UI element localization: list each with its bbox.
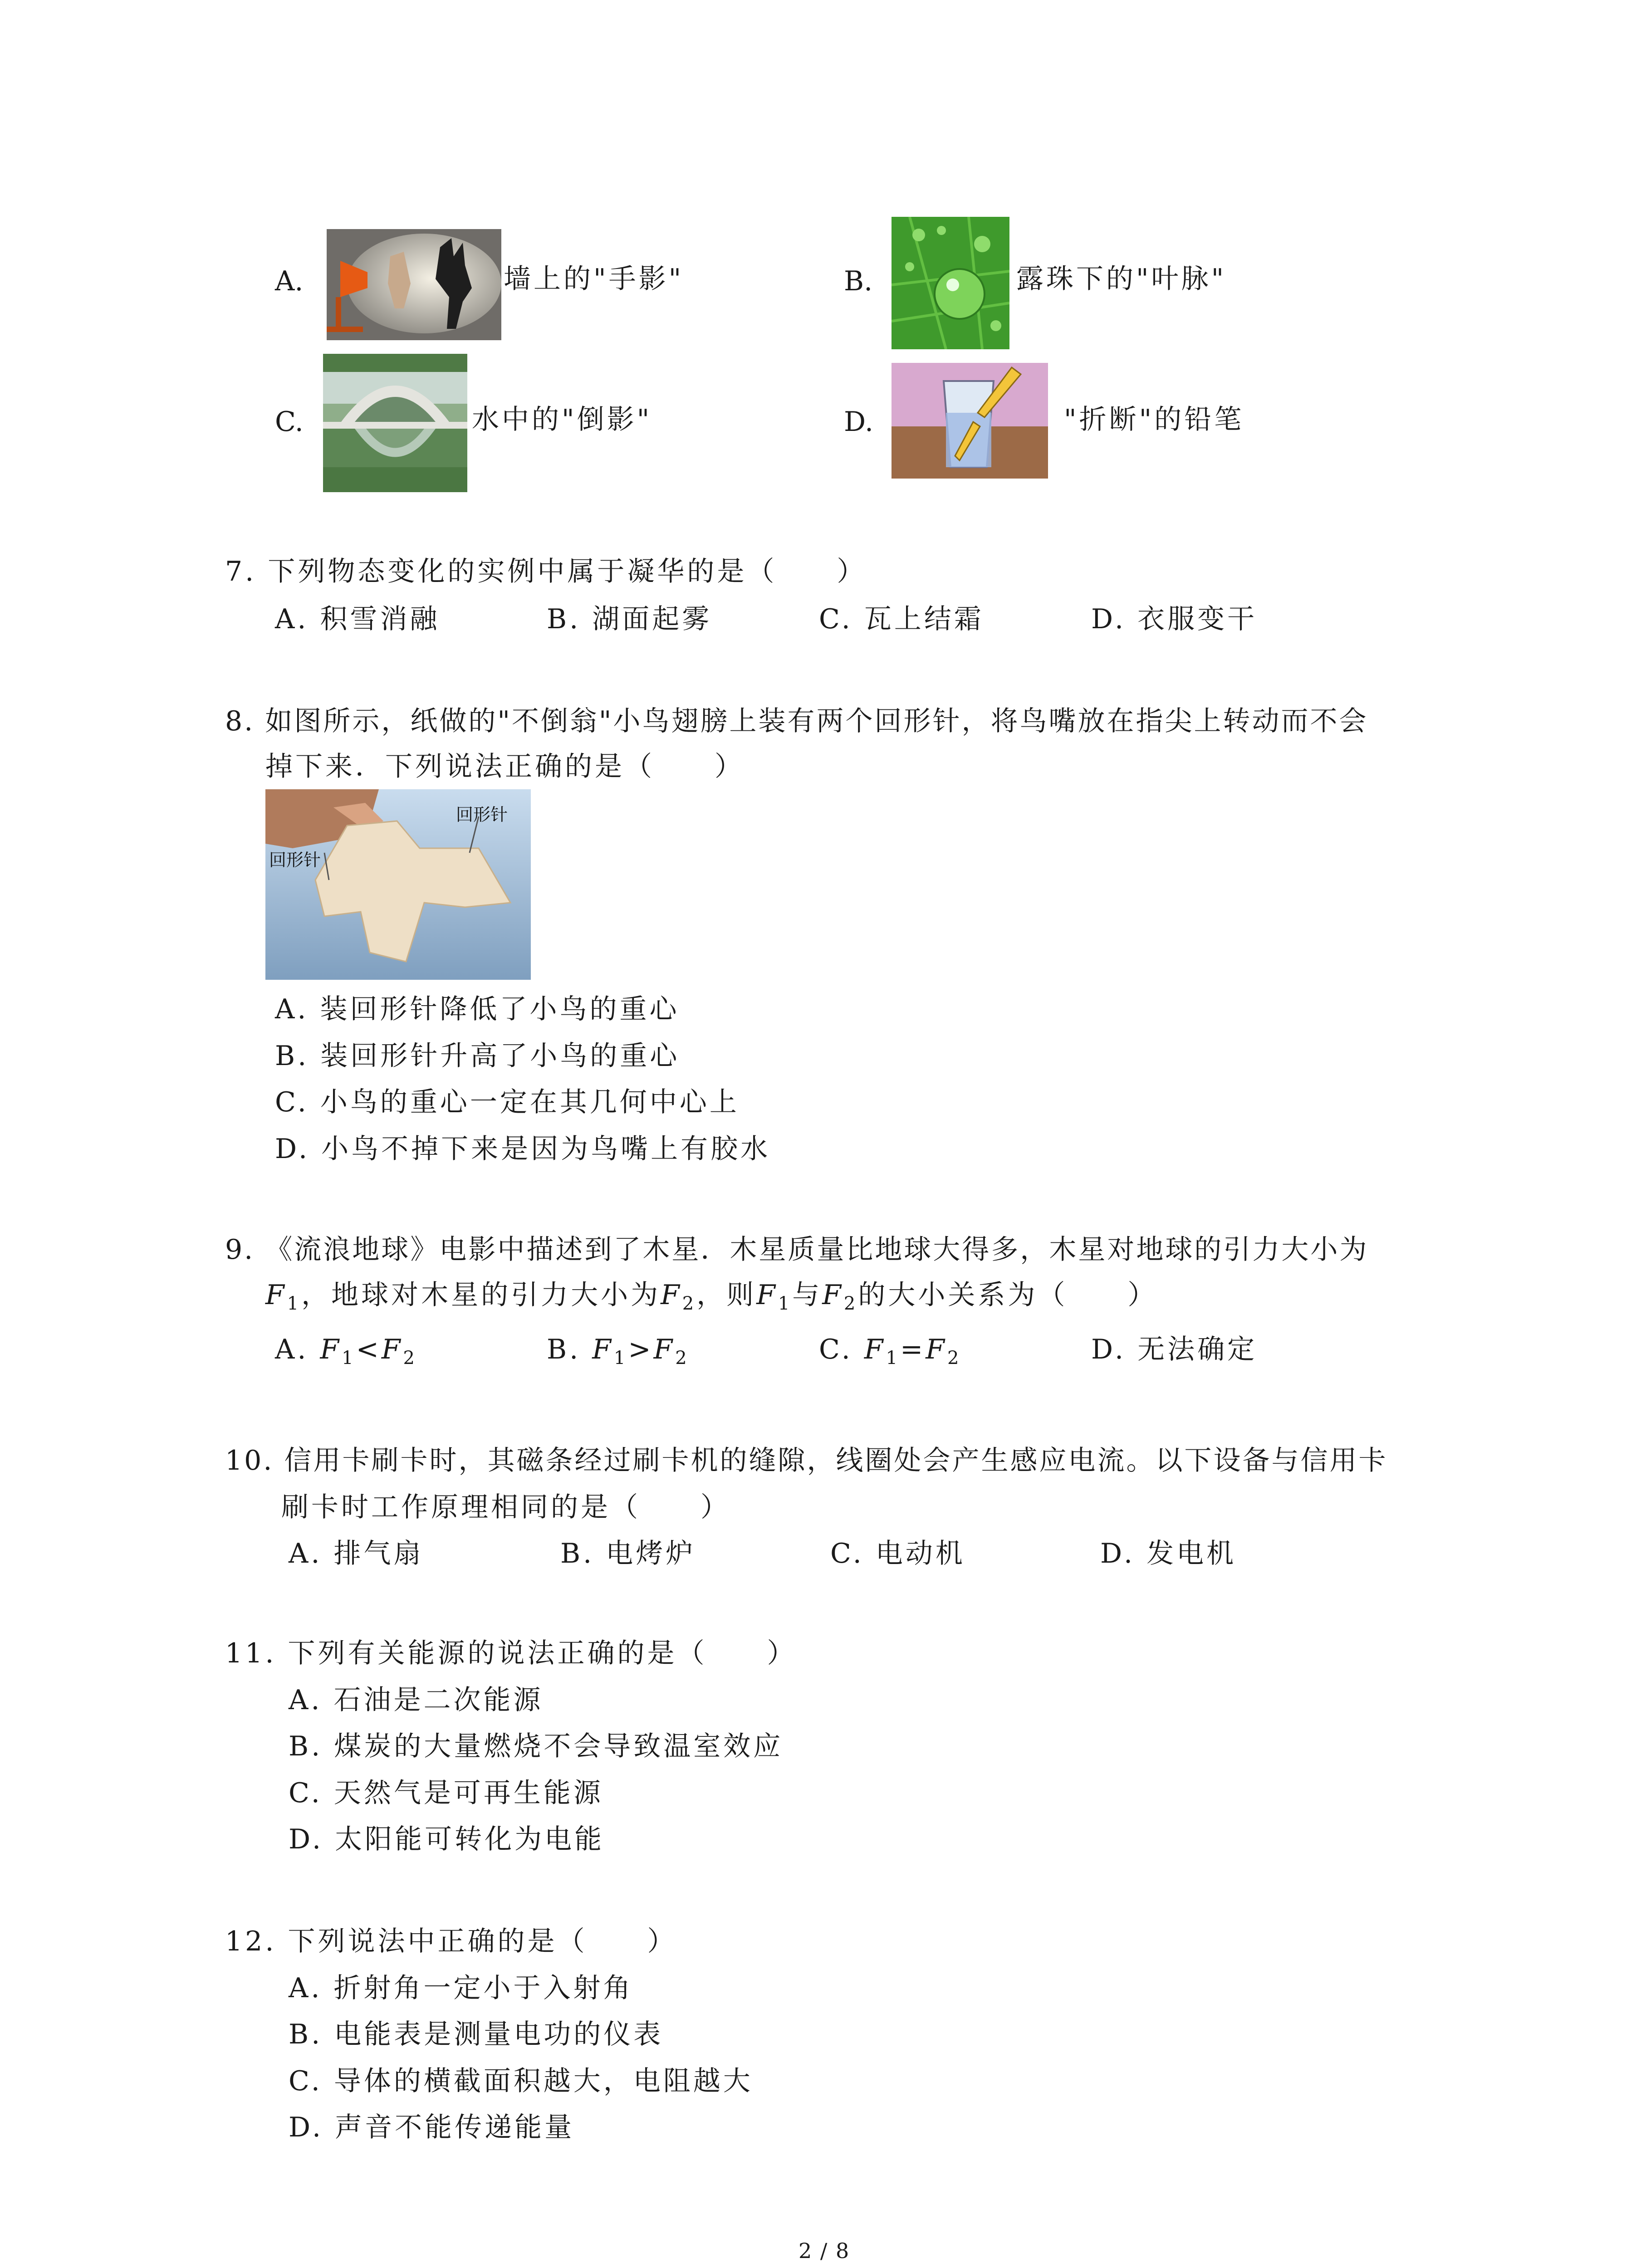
q7-option-d: D. 衣服变干 — [1091, 603, 1258, 635]
q6-option-c-label: C. — [275, 406, 304, 438]
page-number: 2 / 8 — [798, 2239, 850, 2263]
q10-option-d: D. 发电机 — [1100, 1538, 1237, 1569]
q8-option-a: A. 装回形针降低了小鸟的重心 — [275, 993, 680, 1025]
q9-b-label: B. — [547, 1334, 581, 1365]
q10-option-c: C. 电动机 — [830, 1538, 965, 1569]
f2-sub: 2 — [682, 1293, 697, 1314]
q9-option-a — [275, 1336, 417, 1367]
dewdrop-leaf-image — [892, 217, 1009, 349]
a-f2: F — [381, 1334, 403, 1365]
c-f1: F — [864, 1334, 886, 1365]
q10-stem-line2: 刷卡时工作原理相同的是（ ） — [281, 1491, 730, 1523]
q8-option-b: B. 装回形针升高了小鸟的重心 — [275, 1040, 680, 1072]
q9-option-b — [547, 1336, 690, 1367]
q9-text-c: 与 — [792, 1279, 823, 1311]
q11-option-c: C. 天然气是可再生能源 — [289, 1777, 603, 1809]
q12-option-a: A. 折射角一定小于入射角 — [289, 1972, 633, 2004]
a-f1-sub: 1 — [342, 1348, 356, 1369]
q7-option-b: B. 湖面起雾 — [547, 603, 712, 635]
paper-clip-label-right: 回形针 — [456, 805, 508, 825]
q9-a-label: A. — [275, 1334, 309, 1365]
bridge-reflection-image — [323, 354, 467, 492]
q7-stem: 7. 下列物态变化的实例中属于凝华的是（ ） — [225, 556, 867, 587]
q6-option-a-label: A. — [275, 265, 304, 297]
q8-option-d: D. 小鸟不掉下来是因为鸟嘴上有胶水 — [275, 1133, 771, 1165]
paper-clip-label-left: 回形针 — [269, 850, 321, 870]
q10-stem-line1: 10. 信用卡刷卡时，其磁条经过刷卡机的缝隙，线圈处会产生感应电流。以下设备与信用卡 — [225, 1445, 1388, 1476]
q8-stem-line1: 8. 如图所示，纸做的"不倒翁"小鸟翅膀上装有两个回形针，将鸟嘴放在指尖上转动而不会 — [225, 705, 1368, 737]
q11-stem: 11. 下列有关能源的说法正确的是（ ） — [225, 1637, 797, 1669]
f1-var-2: F — [756, 1279, 778, 1311]
q11-option-d: D. 太阳能可转化为电能 — [289, 1823, 605, 1855]
f1-sub-2: 1 — [778, 1293, 793, 1314]
q9-text-a: ，地球对木星的引力大小为 — [301, 1279, 661, 1311]
b-f1: F — [592, 1334, 614, 1365]
q8-option-c: C. 小鸟的重心一定在其几何中心上 — [275, 1086, 740, 1118]
q9-text-d: 的大小关系为（ ） — [858, 1279, 1158, 1311]
broken-pencil-image — [892, 363, 1048, 479]
c-f2: F — [926, 1334, 947, 1365]
q7-option-c: C. 瓦上结霜 — [819, 603, 984, 635]
hand-shadow-image — [327, 229, 501, 340]
q9-option-d: D. 无法确定 — [1091, 1334, 1258, 1365]
q9-stem-line2 — [265, 1281, 1157, 1313]
q12-option-c: C. 导体的横截面积越大，电阻越大 — [289, 2065, 753, 2097]
paper-bird-image — [265, 789, 531, 980]
b-f1-sub: 1 — [613, 1348, 628, 1369]
f1-sub: 1 — [287, 1293, 302, 1314]
q12-stem: 12. 下列说法中正确的是（ ） — [225, 1926, 677, 1957]
q11-option-b: B. 煤炭的大量燃烧不会导致温室效应 — [289, 1730, 784, 1762]
f2-sub-2: 2 — [843, 1293, 858, 1314]
c-f2-sub: 2 — [947, 1348, 962, 1369]
c-f1-sub: 1 — [886, 1348, 901, 1369]
f1-var: F — [265, 1279, 287, 1311]
q9-stem-line1: 9. 《流浪地球》电影中描述到了木星．木星质量比地球大得多，木星对地球的引力大小为 — [225, 1234, 1369, 1266]
q9-c-label: C. — [819, 1334, 853, 1365]
q6-option-d-label: D. — [844, 406, 874, 438]
q6-option-d-text: "折断"的铅笔 — [1064, 404, 1244, 435]
a-f1: F — [320, 1334, 342, 1365]
f2-var: F — [661, 1279, 682, 1311]
q6-option-c-text: 水中的"倒影" — [472, 404, 652, 435]
a-f2-sub: 2 — [403, 1348, 417, 1369]
b-rel: > — [628, 1334, 654, 1365]
q6-option-a-text: 墙上的"手影" — [504, 263, 684, 295]
a-rel: < — [356, 1334, 382, 1365]
q8-stem-line2: 掉下来．下列说法正确的是（ ） — [265, 751, 745, 782]
q12-option-d: D. 声音不能传递能量 — [289, 2112, 575, 2143]
q11-option-a: A. 石油是二次能源 — [289, 1684, 544, 1716]
b-f2: F — [653, 1334, 676, 1365]
f2-var-2: F — [822, 1279, 844, 1311]
q10-option-b: B. 电烤炉 — [560, 1538, 696, 1569]
q7-option-a: A. 积雪消融 — [275, 603, 440, 635]
q9-text-b: ，则 — [696, 1279, 757, 1311]
q12-option-b: B. 电能表是测量电功的仪表 — [289, 2019, 664, 2050]
q10-option-a: A. 排气扇 — [289, 1538, 424, 1569]
b-f2-sub: 2 — [675, 1348, 690, 1369]
q6-option-b-text: 露珠下的"叶脉" — [1016, 263, 1227, 295]
q9-option-c — [819, 1336, 961, 1367]
q6-option-b-label: B. — [844, 265, 873, 297]
c-rel: = — [900, 1334, 926, 1365]
